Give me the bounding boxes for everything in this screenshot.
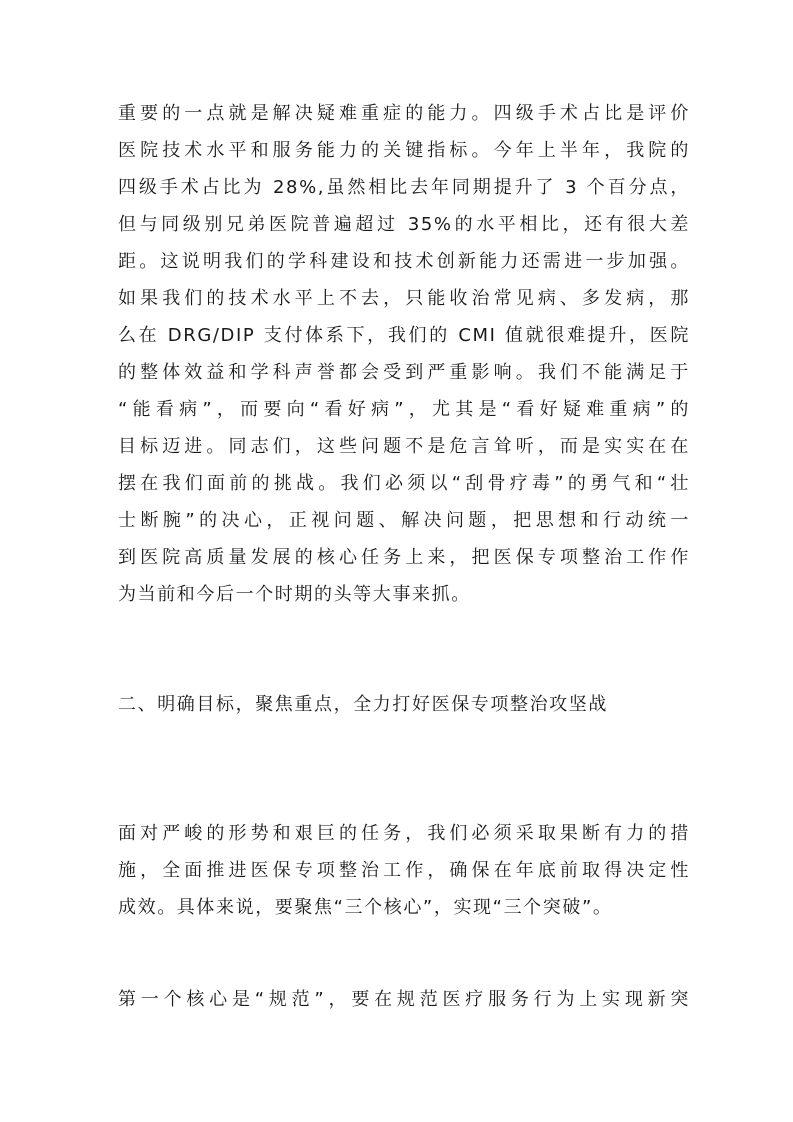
body-paragraph-2: [118, 815, 690, 926]
section-heading-text: 二、明确目标，聚焦重点，全力打好医保专项整治攻坚战: [118, 694, 608, 715]
paragraph-line: 施，全面推进医保专项整治工作，确保在年底前取得决定性: [118, 860, 690, 881]
paragraph-line: 目标迈进。同志们，这些问题不是危言耸听，而是实实在在: [118, 436, 690, 457]
paragraph-line: 为当前和今后一个时期的头等大事来抓。: [118, 584, 471, 605]
paragraph-line: 如果我们的技术水平上不去，只能收治常见病、多发病，那: [118, 288, 690, 309]
paragraph-line: 的整体效益和学科声誉都会受到严重影响。我们不能满足于: [118, 362, 690, 383]
body-paragraph-3: [118, 981, 690, 1018]
paragraph-line: 第一个核心是“规范”，要在规范医疗服务行为上实现新突: [118, 989, 690, 1010]
body-paragraph-1: [118, 95, 690, 613]
paragraph-line: 但与同级别兄弟医院普遍超过 35%的水平相比，还有很大差: [118, 214, 690, 235]
paragraph-line: 士断腕”的决心，正视问题、解决问题，把思想和行动统一: [118, 510, 690, 531]
section-heading: [118, 686, 690, 723]
paragraph-line: 成效。具体来说，要聚焦“三个核心”，实现“三个突破”。: [118, 897, 613, 918]
paragraph-line: 四级手术占比为 28%,虽然相比去年同期提升了 3 个百分点，: [118, 177, 690, 198]
paragraph-line: 医院技术水平和服务能力的关键指标。今年上半年，我院的: [118, 140, 690, 161]
paragraph-line: 距。这说明我们的学科建设和技术创新能力还需进一步加强。: [118, 251, 690, 272]
paragraph-line: 摆在我们面前的挑战。我们必须以“刮骨疗毒”的勇气和“壮: [118, 473, 690, 494]
paragraph-line: 重要的一点就是解决疑难重症的能力。四级手术占比是评价: [118, 103, 690, 124]
paragraph-line: “能看病”，而要向“看好病”，尤其是“看好疑难重病”的: [118, 399, 690, 420]
paragraph-line: 面对严峻的形势和艰巨的任务，我们必须采取果断有力的措: [118, 823, 690, 844]
paragraph-line: 么在 DRG/DIP 支付体系下，我们的 CMI 值就很难提升，医院: [118, 325, 690, 346]
paragraph-line: 到医院高质量发展的核心任务上来，把医保专项整治工作作: [118, 547, 690, 568]
